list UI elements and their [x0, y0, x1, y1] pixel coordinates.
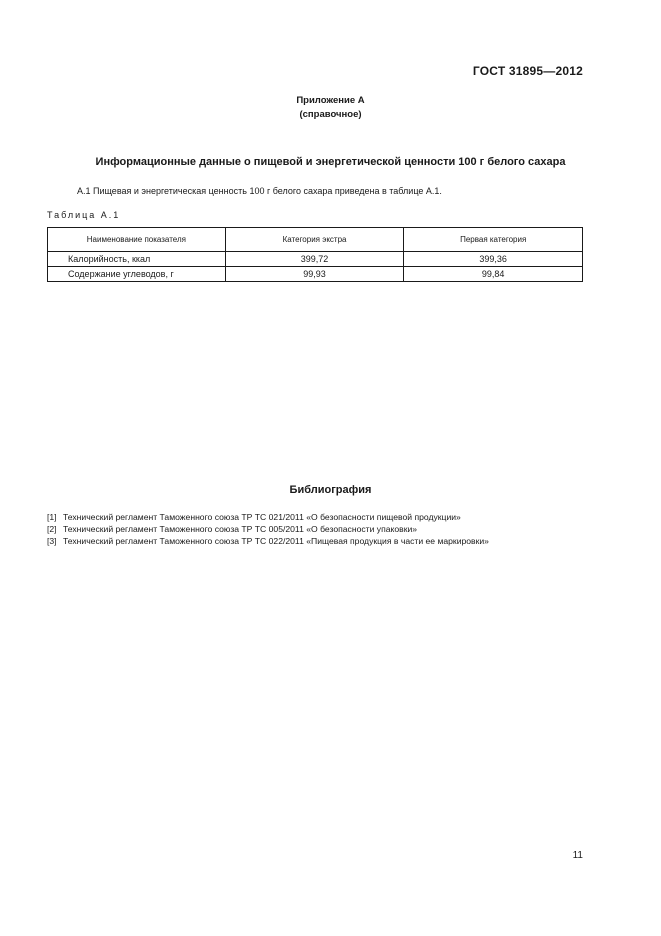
table-cell: Содержание углеводов, г	[48, 267, 226, 282]
table-row	[48, 252, 583, 267]
table-cell: 99,84	[404, 267, 583, 282]
data-table	[47, 227, 583, 282]
bibliography-number: [3]	[47, 536, 57, 546]
column-header: Первая категория	[404, 228, 583, 252]
table-cell: 399,36	[404, 252, 583, 267]
table-cell: 99,93	[225, 267, 404, 282]
section-heading: Информационные данные о пищевой и энергетической ценности 100 г белого сахара	[95, 156, 566, 168]
section-paragraph: А.1 Пищевая и энергетическая ценность 100 г белого сахара приведена в таблице А.1.	[77, 186, 442, 196]
bibliography-list	[47, 511, 489, 547]
page-number: 11	[572, 850, 583, 861]
standard-number: ГОСТ 31895—2012	[472, 64, 583, 78]
appendix-title: Приложение А	[296, 95, 365, 106]
table-header-row	[48, 228, 583, 252]
bibliography-title: Библиография	[289, 484, 372, 496]
table-row	[48, 267, 583, 282]
bibliography-item	[47, 523, 489, 535]
table-cell: Калорийность, ккал	[48, 252, 226, 267]
bibliography-item	[47, 511, 489, 523]
column-header: Категория экстра	[225, 228, 404, 252]
bibliography-item	[47, 535, 489, 547]
appendix-subtitle: (справочное)	[299, 109, 362, 120]
bibliography-text: Технический регламент Таможенного союза ТР ТС 022/2011 «Пищевая продукция в части ее маркировки»	[63, 536, 489, 546]
column-header: Наименование показателя	[48, 228, 226, 252]
bibliography-text: Технический регламент Таможенного союза ТР ТС 005/2011 «О безопасности упаковки»	[63, 524, 418, 534]
bibliography-text: Технический регламент Таможенного союза ТР ТС 021/2011 «О безопасности пищевой продукции»	[63, 512, 461, 522]
table-label: Таблица А.1	[47, 210, 121, 220]
bibliography-number: [2]	[47, 524, 57, 534]
appendix-header	[0, 94, 661, 122]
table-cell: 399,72	[225, 252, 404, 267]
bibliography-number: [1]	[47, 512, 57, 522]
